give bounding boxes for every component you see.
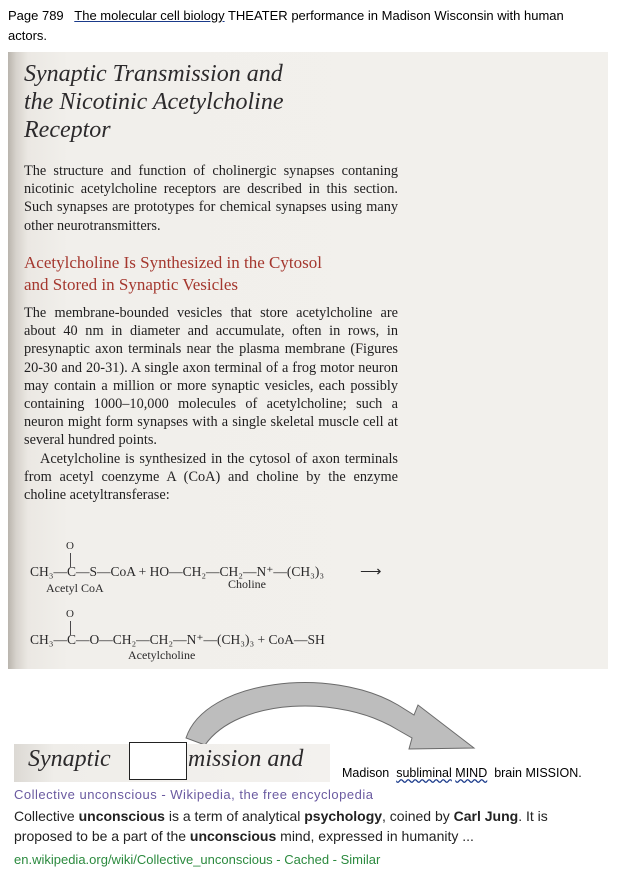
snippet-bold: unconscious [78,808,165,824]
eq2-label-acetylcholine: Acetylcholine [128,648,196,662]
cropped-word-mission: mission and [188,746,304,772]
search-result-snippet [14,806,614,846]
cropped-word-synaptic: Synaptic [28,746,111,772]
header-line2: actors. [8,28,48,43]
snippet-text: mind, expressed in humanity ... [276,828,474,844]
snippet-text: proposed to be a part of the [14,828,190,844]
caption-brain-mission: brain MISSION. [494,766,582,780]
eq1-arrow: ⟶ [360,564,382,580]
snippet-text: is a term of analytical [164,808,305,824]
title-line-3: Receptor [24,117,111,143]
eq1-label-acetyl-coa: Acetyl CoA [46,581,104,595]
caption-subliminal: subliminal [396,766,452,780]
header-theater: THEATER [227,8,288,23]
page-label: Page 789 [8,8,64,23]
snippet-text: Collective [14,808,79,824]
header-rest: performance in Madison Wisconsin [291,8,494,23]
subheading-line-2: and Stored in Synaptic Vesicles [24,275,239,294]
title-line-2: the Nicotinic Acetylcholine [24,89,284,115]
snippet-text: . It is [518,808,548,824]
search-result-title-text[interactable]: Collective unconscious - Wikipedia, the free encyclopedia [14,787,374,802]
caption-madison: Madison [342,766,390,780]
caption-mind: MIND [455,766,488,780]
eq1-formula: CH₃—C—S—CoA + HO—CH₂—CH₂—N⁺—(CH₃)₃ [30,564,325,579]
subheading-line-1: Acetylcholine Is Synthesized in the Cytosol [24,253,322,272]
intro-paragraph: The structure and function of cholinergic synapses contaning nicotinic acetylcholine receptors are described in this section. Such synapses are prototypes for chemical synapses using many other neurotransmitters. [24,163,398,234]
snippet-bold: unconscious [189,828,277,844]
snippet-bold: psychology [304,808,383,824]
eq2-oxygen: O [66,608,74,620]
body-paragraph-1: The membrane-bounded vesicles that store acetylcholine are about 40 nm in diameter and accumulate, often in rows, in presynaptic axon terminals near the plasma membrane (Figures 20-30 and 20-31). A single axon terminal of a frog motor neuron may contain a million or more synaptic vesicles, each possibly containing 1000–10,000 molecules of acetylcholine; such a neuron might form synapses with a single skeletal muscle cell at several hundred points. [24,305,398,449]
header-link[interactable]: The molecular cell biology [74,8,225,23]
search-result-url-text[interactable]: en.wikipedia.org/wiki/Collective_unconscious - Cached - Similar [14,852,381,867]
body-paragraph-2: Acetylcholine is synthesized in the cytosol of axon terminals from acetyl coenzyme A (CoA) and choline by the enzyme choline acetyltransferase: [24,450,398,504]
header-with-human: with human [497,8,564,23]
snippet-text: , coined by [382,808,454,824]
search-result-url-cropped[interactable] [14,851,534,867]
snippet-bold: Carl Jung [453,808,519,824]
eq1-label-choline: Choline [228,577,266,591]
eq2-formula: CH₃—C—O—CH₂—CH₂—N⁺—(CH₃)₃ + CoA—SH [30,632,325,647]
title-line-1: Synaptic Transmission and [24,61,283,87]
blank-box [129,742,187,780]
eq1-oxygen: O [66,540,74,552]
search-result-title-cropped[interactable] [14,787,524,803]
mission-caption [342,766,582,780]
